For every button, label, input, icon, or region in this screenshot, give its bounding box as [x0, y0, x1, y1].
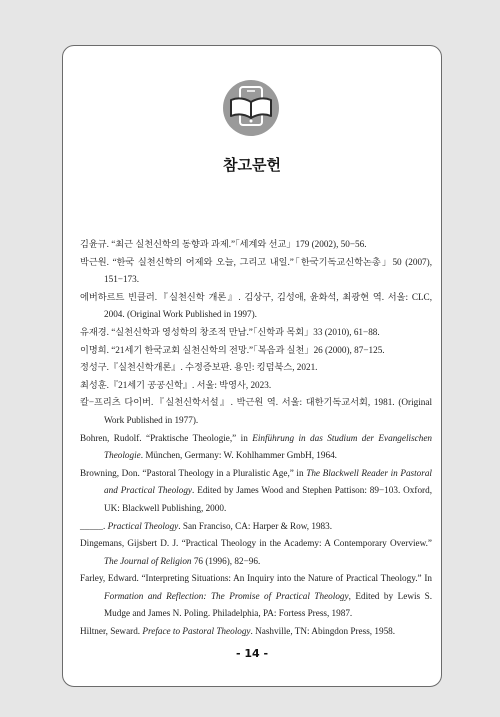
reference-entry [80, 324, 432, 342]
reference-title-italic: Einführung in das Studium der Evangelischen Theologie [104, 432, 432, 461]
reference-text: 정성구.『실천신학개론』. 수정증보판. 용인: 킹덤북스, 2021. [80, 362, 318, 373]
reference-title-italic: Preface to Pastoral Theology [142, 626, 251, 637]
reference-title-italic: Practical Theology [107, 520, 179, 531]
reference-entry [80, 535, 432, 570]
reference-text: 에버하르트 빈클러.『실천신학 개론』. 김상구, 김성애, 윤화석, 최광현 역. 서울: CLC, 2004. (Original Work Published in 1997). [80, 291, 432, 320]
reference-entry [80, 570, 432, 623]
reference-text: 박근원. “한국 실천신학의 어제와 오늘, 그리고 내일.”「한국기독교신학논총」50 (2007), 151−173. [80, 256, 432, 285]
reference-text: 김윤규. “최근 실천신학의 동향과 과제.”「세계와 선교」179 (2002), 50−56. [80, 239, 367, 249]
reference-text: . San Franciso, CA: Harper & Row, 1983. [178, 520, 333, 531]
reference-title-italic: Formation and Reflection: The Promise of Practical Theology [104, 590, 349, 601]
reference-text: Dingemans, Gijsbert D. J. “Practical Theology in the Academy: A Contemporary Overview.” [80, 538, 432, 549]
reference-text: Bohren, Rudolf. “Praktische Theologie,” in [80, 432, 253, 443]
reference-entry [80, 465, 432, 518]
reference-entry [80, 289, 432, 324]
reference-title-italic: The Blackwell Reader in Pastoral and Practical Theology [104, 467, 432, 496]
reference-entry [80, 394, 432, 429]
icon-badge [223, 80, 279, 136]
reference-entry [80, 377, 432, 395]
reference-text: Hiltner, Seward. [80, 626, 143, 637]
reference-text: 76 (1996), 82−96. [191, 555, 261, 566]
reference-entry [80, 236, 432, 254]
reference-text: 칼−프리츠 다이버.『실천신학서설』. 박근원 역. 서울: 대한기독교서회, 1981. (Original Work Published in 1977). [80, 397, 432, 425]
reference-entry [80, 359, 432, 377]
reference-text: . Edited by James Wood and Stephen Pattison: 89−103. Oxford, UK: Blackwell Publishing, 2000. [104, 485, 432, 513]
page-title: 참고문헌 [223, 156, 281, 174]
reference-text: 이명희. “21세기 한국교회 실천신학의 전망.”「복음과 실천」26 (2000), 87−125. [80, 344, 385, 355]
reference-text: 유재경. “실천신학과 영성학의 창조적 만남.”「신학과 목회」33 (2010), 61−88. [80, 326, 380, 337]
reference-entry [80, 430, 432, 465]
reference-title-italic: The Journal of Religion [104, 555, 192, 566]
reference-text: Browning, Don. “Pastoral Theology in a Pluralistic Age,” in [80, 467, 307, 478]
reference-text: . München, Germany: W. Kohlhammer GmbH, 1964. [140, 450, 337, 461]
page [62, 45, 442, 687]
reference-entry [80, 518, 432, 536]
reference-entry [80, 623, 432, 641]
reference-list [80, 236, 432, 641]
reference-text: _____. [80, 520, 108, 531]
reference-text: , Edited by Lewis S. Mudge and James N. Poling. Philadelphia, PA: Fortess Press, 1987. [104, 590, 433, 619]
reference-text: 최성훈.『21세기 공공신학』. 서울: 박영사, 2023. [80, 379, 272, 390]
reference-entry [80, 342, 432, 360]
page-number: - 14 - [235, 647, 269, 660]
reference-text: . Nashville, TN: Abingdon Press, 1958. [250, 626, 396, 637]
phone-book-icon [223, 80, 279, 136]
reference-text: Farley, Edward. “Interpreting Situations: An Inquiry into the Nature of Practical Theology.” In [80, 573, 432, 584]
reference-entry [80, 254, 432, 289]
